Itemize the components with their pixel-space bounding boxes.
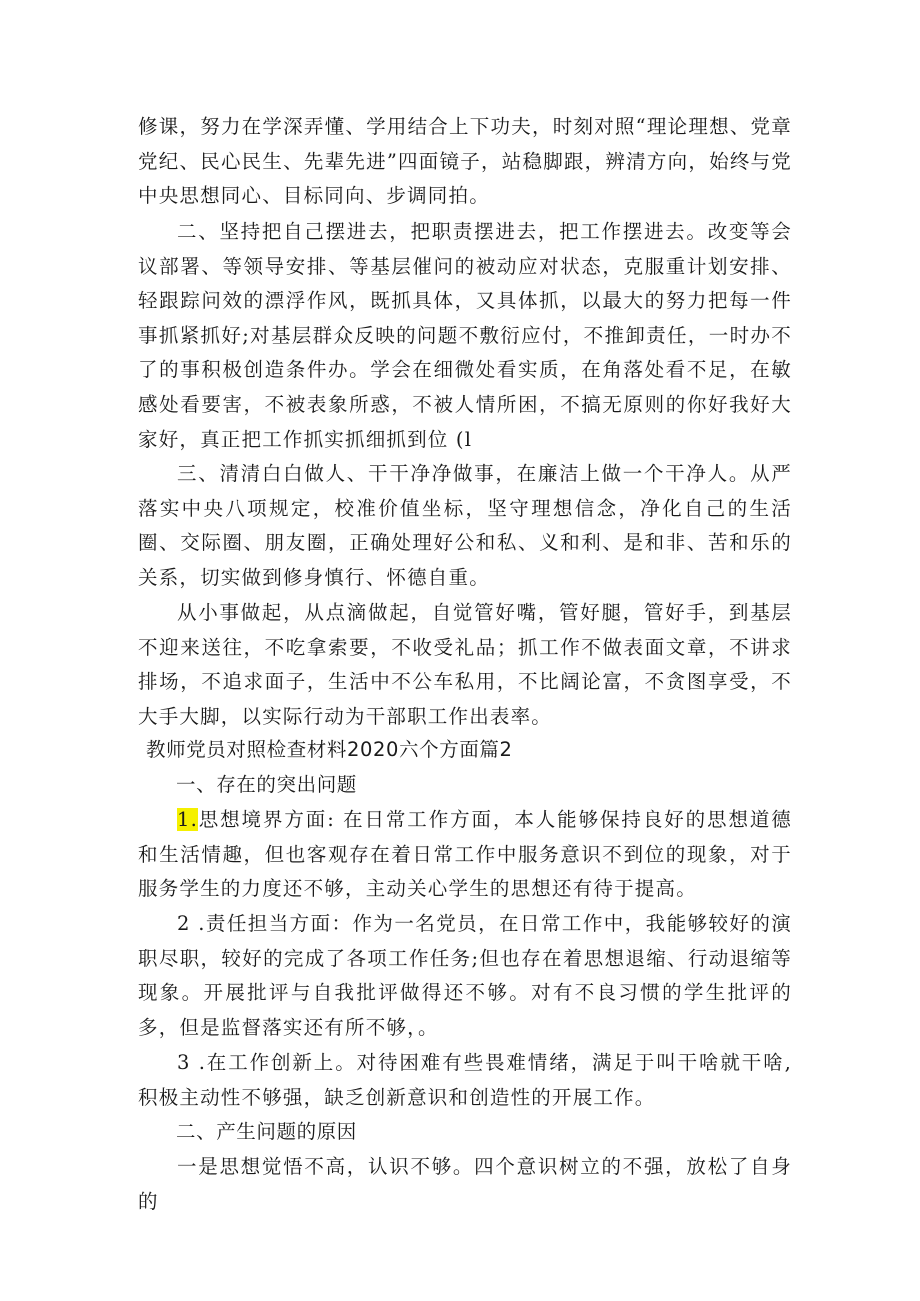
paragraph-7: 3 .在工作创新上。对待困难有些畏难情绪，满足于叫干啥就干啥,积极主动性不够强，缺乏创新意识和创造性的开展工作。 xyxy=(138,1051,792,1109)
paragraph-3: 三、清清白白做人、干干净净做事，在廉洁上做一个干净人。从严落实中央八项规定，校准价值坐标，坚守理想信念，净化自己的生活圈、交际圈、朋友圈，正确处理好公和私、义和利、是和非、苦和乐的关系，切实做到修身慎行、怀德自重。 xyxy=(138,462,792,589)
paragraph-2: 二、坚持把自己摆进去，把职责摆进去，把工作摆进去。改变等会议部署、等领导安排、等基层催问的被动应对状态，克服重计划安排、轻跟踪问效的漂浮作风，既抓具体，又具体抓，以最大的努力把每一件事抓紧抓好;对基层群众反映的问题不敷衍应付，不推卸责任，一时办不了的事积极创造条件办。学会在细微处看实质，在角落处看不足，在敏感处看要害，不被表象所惑，不被人情所困，不搞无原则的你好我好大家好，真正把工作抓实抓细抓到位 (l xyxy=(138,220,792,451)
paragraph-5-text: 思想境界方面: 在日常工作方面，本人能够保持良好的思想道德和生活情趣，但也客观存在着日常工作中服务意识不到位的现象，对于服务学生的力度还不够，主动关心学生的思想还有待于提高。 xyxy=(138,808,792,901)
highlighted-marker: 1. xyxy=(177,808,199,831)
heading-causes: 二、产生问题的原因 xyxy=(176,1120,357,1143)
paragraph-8: 一是思想觉悟不高，认识不够。四个意识树立的不强，放松了自身的 xyxy=(138,1155,792,1213)
paragraph-4: 从小事做起，从点滴做起，自觉管好嘴，管好腿，管好手，到基层不迎来送往，不吃拿索要，不收受礼品；抓工作不做表面文章，不讲求排场，不追求面子，生活中不公车私用，不比阔论富，不贪图享受，不大手大脚，以实际行动为干部职工作出表率。 xyxy=(138,601,792,728)
paragraph-6: 2 .责任担当方面：作为一名党员，在日常工作中，我能够较好的演职尽职，较好的完成了各项工作任务;但也存在着思想退缩、行动退缩等现象。开展批评与自我批评做得还不够。对有不良习惯的学生批评的多，但是监督落实还有所不够，。 xyxy=(138,912,792,1039)
heading-existing-problems: 一、存在的突出问题 xyxy=(176,773,357,796)
paragraph-1: 修课，努力在学深弄懂、学用结合上下功夫，时刻对照“理论理想、党章党纪、民心民生、先辈先进”四面镜子，站稳脚跟，辨清方向，始终与党中央思想同心、目标同向、步调同拍。 xyxy=(138,115,792,208)
section-title: 教师党员对照检查材料2020六个方面篇2 xyxy=(146,738,513,761)
paragraph-5 xyxy=(138,803,792,907)
